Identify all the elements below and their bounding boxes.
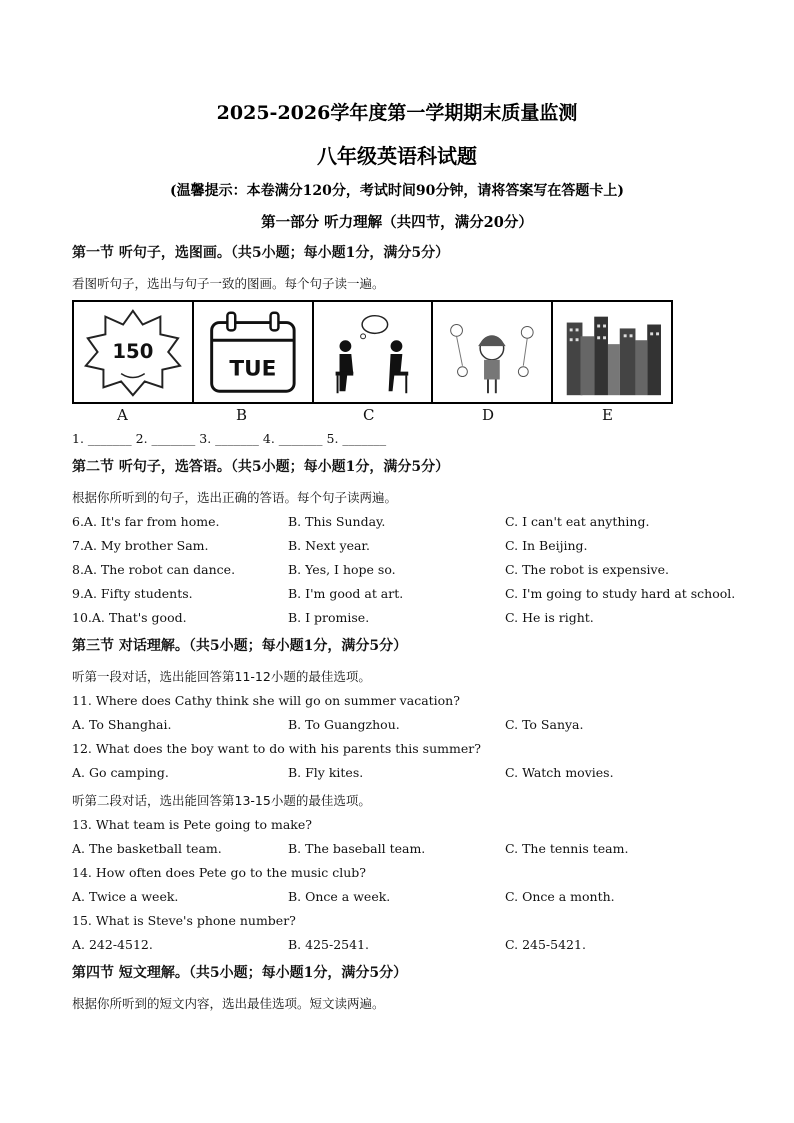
picture-d [433, 302, 553, 402]
picture-c [314, 302, 434, 402]
option-c: C. To Sanya. [505, 717, 584, 732]
picture-b [194, 302, 314, 402]
section1-heading: 第一节 听句子，选图画。（共5小题；每小题1分，满分5分） [72, 245, 450, 261]
exam-tip: (温馨提示：本卷满分120分，考试时间90分钟，请将答案写在答题卡上) [170, 183, 624, 199]
question-9 [72, 586, 736, 604]
section2-heading: 第二节 听句子，选答语。（共5小题；每小题1分，满分5分） [72, 459, 450, 475]
section4-heading: 第四节 短文理解。（共5小题；每小题1分，满分5分） [72, 965, 408, 981]
section3-heading: 第三节 对话理解。（共5小题；每小题1分，满分5分） [72, 638, 408, 654]
picture-label-b: B [236, 406, 248, 424]
option-b: B. To Guangzhou. [288, 717, 400, 732]
question-8 [72, 562, 732, 580]
question-6 [72, 514, 732, 532]
calendar-icon [194, 302, 312, 402]
part-heading: 第一部分 听力理解（共四节，满分20分） [261, 214, 533, 231]
section2-instruction: 根据你所听到的句子，选出正确的答语。每个句子读两遍。 [72, 490, 398, 505]
picture-label-e: E [602, 406, 613, 424]
picture-a [74, 302, 194, 402]
picture-label-c: C [363, 406, 375, 424]
question-14-stem: 14. How often does Pete go to the music club? [72, 865, 367, 880]
question-11-options [72, 717, 732, 735]
badge-150-icon [74, 302, 192, 402]
question-13-options [72, 841, 732, 859]
option-b: B. I'm good at art. [288, 586, 404, 601]
option-a: A. The basketball team. [72, 841, 222, 856]
question-15-stem: 15. What is Steve's phone number? [72, 913, 296, 928]
option-c: C. The tennis team. [505, 841, 629, 856]
option-b: B. Once a week. [288, 889, 391, 904]
option-b: B. I promise. [288, 610, 370, 625]
two-people-talking-icon [314, 302, 432, 402]
option-c: C. I can't eat anything. [505, 514, 650, 529]
question-13-stem: 13. What team is Pete going to make? [72, 817, 312, 832]
option-c: C. He is right. [505, 610, 594, 625]
option-b: B. Next year. [288, 538, 371, 553]
option-a: A. Twice a week. [72, 889, 179, 904]
option-c: C. 245-5421. [505, 937, 586, 952]
option-b: B. The baseball team. [288, 841, 426, 856]
option-c: C. I'm going to study hard at school. [505, 586, 736, 601]
question-15-options [72, 937, 732, 955]
answer-blanks: 1. _______ 2. _______ 3. _______ 4. _______ 5. _______ [72, 431, 387, 446]
option-a: 6.A. It's far from home. [72, 514, 220, 529]
picture-strip [72, 300, 673, 404]
option-a: 10.A. That's good. [72, 610, 187, 625]
girl-with-flowers-icon [433, 302, 551, 402]
calendar-text: TUE [229, 356, 277, 382]
option-a: 7.A. My brother Sam. [72, 538, 209, 553]
section4-instruction: 根据你所听到的短文内容，选出最佳选项。短文读两遍。 [72, 996, 385, 1011]
option-b: B. This Sunday. [288, 514, 386, 529]
question-10 [72, 610, 732, 628]
section3-instruction-1: 听第一段对话，选出能回答第11-12小题的最佳选项。 [72, 669, 371, 684]
picture-e [553, 302, 671, 402]
option-a: A. Go camping. [72, 765, 169, 780]
option-a: A. 242-4512. [72, 937, 153, 952]
exam-subject: 八年级英语科试题 [317, 144, 477, 168]
option-c: C. In Beijing. [505, 538, 588, 553]
option-b: B. Fly kites. [288, 765, 364, 780]
section1-instruction: 看图听句子，选出与句子一致的图画。每个句子读一遍。 [72, 276, 385, 291]
question-12-options [72, 765, 732, 783]
option-a: 9.A. Fifty students. [72, 586, 193, 601]
question-11-stem: 11. Where does Cathy think she will go on summer vacation? [72, 693, 460, 708]
option-c: C. The robot is expensive. [505, 562, 669, 577]
option-c: C. Once a month. [505, 889, 615, 904]
exam-title: 2025-2026学年度第一学期期末质量监测 [216, 102, 578, 124]
option-a: A. To Shanghai. [72, 717, 172, 732]
option-b: B. 425-2541. [288, 937, 369, 952]
question-7 [72, 538, 732, 556]
picture-label-d: D [482, 406, 495, 424]
question-14-options [72, 889, 732, 907]
option-c: C. Watch movies. [505, 765, 614, 780]
option-a: 8.A. The robot can dance. [72, 562, 236, 577]
badge-text: 150 [112, 339, 154, 363]
city-buildings-icon [553, 302, 671, 402]
question-12-stem: 12. What does the boy want to do with his parents this summer? [72, 741, 481, 756]
section3-instruction-2: 听第二段对话，选出能回答第13-15小题的最佳选项。 [72, 793, 371, 808]
picture-label-a: A [117, 406, 128, 424]
option-b: B. Yes, I hope so. [288, 562, 396, 577]
